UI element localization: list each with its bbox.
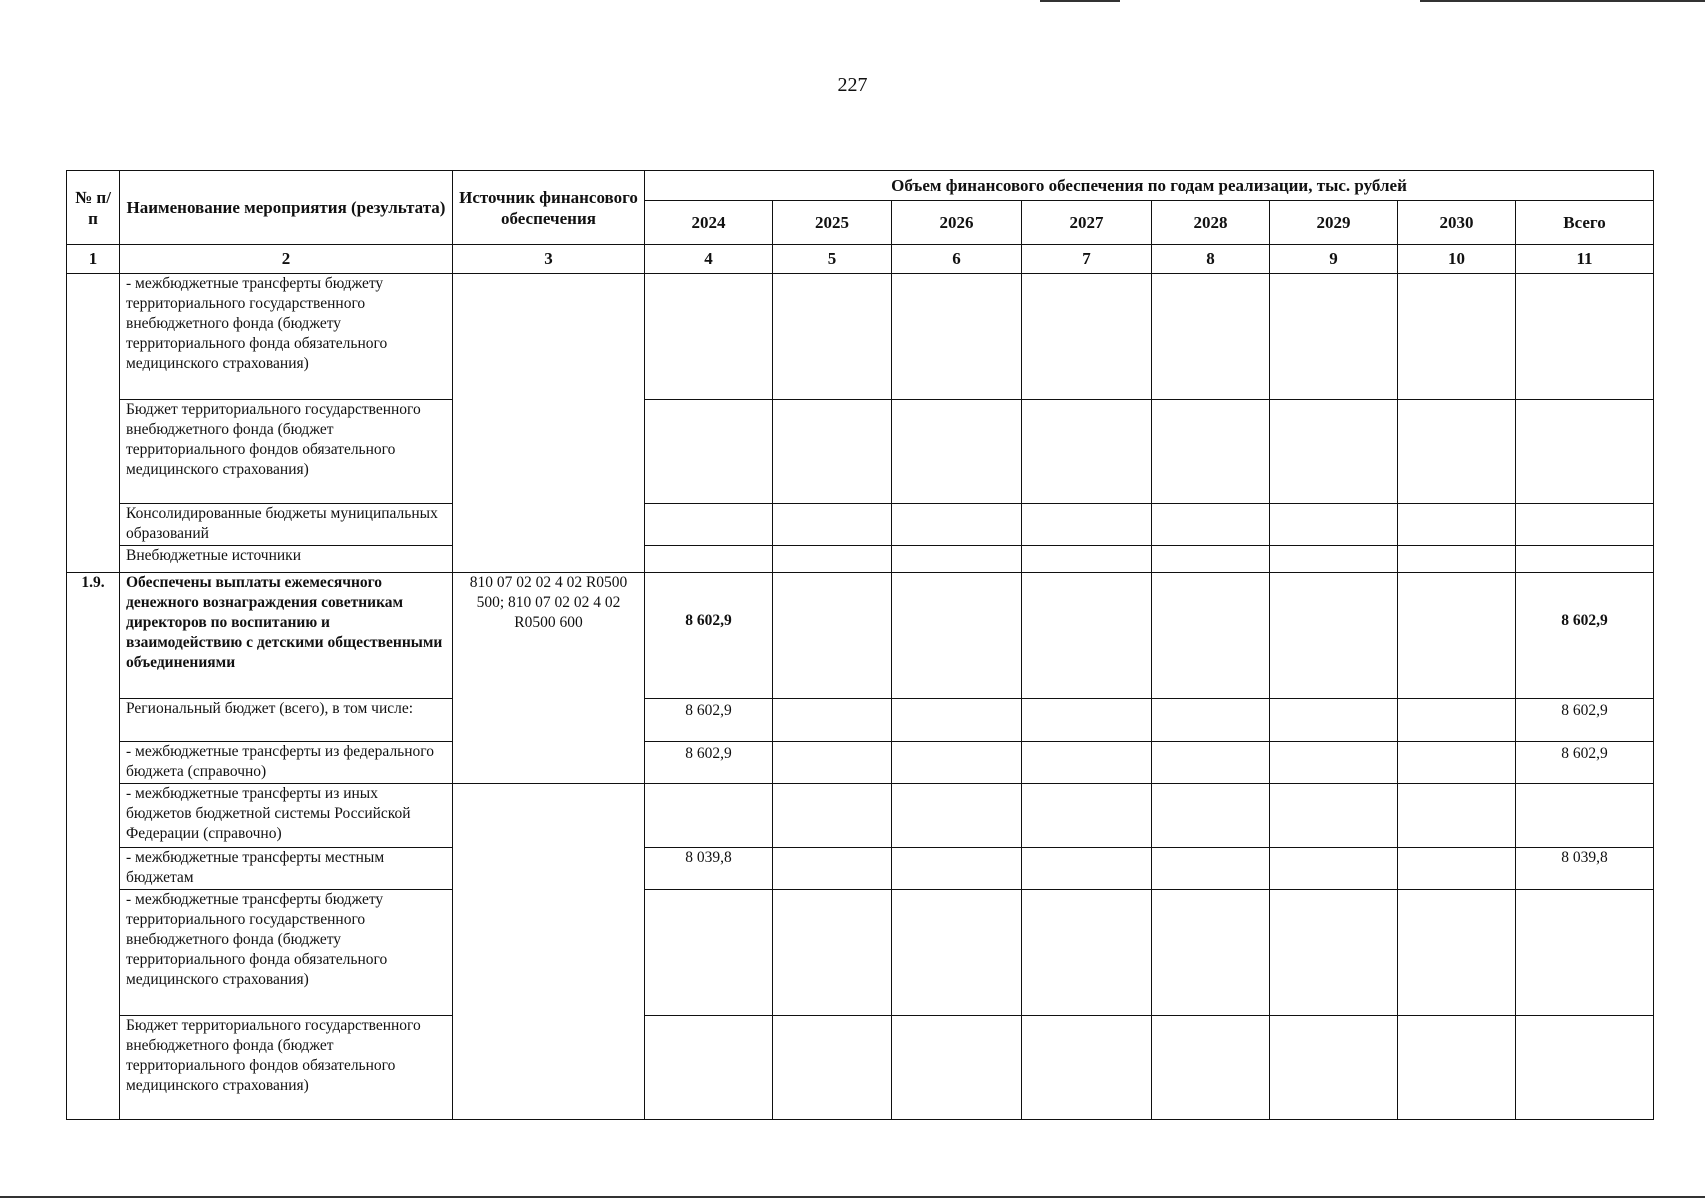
value-cell (892, 1016, 1022, 1120)
value-cell (1270, 742, 1398, 784)
value-cell (892, 400, 1022, 504)
value-cell (892, 848, 1022, 890)
row-name: Бюджет территориального государственного внебюджетного фонда (бюджет территориального фондов обязательного медицинского страхования) (120, 1016, 453, 1120)
value-cell (892, 890, 1022, 1016)
column-numbering-row (67, 245, 1654, 274)
row-name: Обеспечены выплаты ежемесячного денежного вознаграждения советникам директоров по воспитанию и взаимодействию с детскими общественными объединениями (120, 573, 453, 699)
value-cell (1152, 504, 1270, 546)
value-cell (1516, 504, 1654, 546)
header-col-source: Источник финансового обеспечения (453, 171, 645, 245)
value-cell (1152, 848, 1270, 890)
table-row (67, 784, 1654, 848)
header-col-name: Наименование мероприятия (результата) (120, 171, 453, 245)
header-year: 2027 (1022, 201, 1152, 245)
value-cell (1022, 848, 1152, 890)
value-cell (1022, 274, 1152, 400)
value-cell (1516, 1016, 1654, 1120)
value-cell (892, 504, 1022, 546)
column-number: 7 (1022, 245, 1152, 274)
value-cell (1398, 784, 1516, 848)
value-cell (1398, 742, 1516, 784)
row-name: - межбюджетные трансферты бюджету территориального государственного внебюджетного фонда (бюджету территориального фонда обязательного медицинского страхования) (120, 274, 453, 400)
value-cell (1516, 784, 1654, 848)
value-cell: 8 039,8 (645, 848, 773, 890)
value-cell (1398, 573, 1516, 699)
value-cell (1152, 546, 1270, 573)
row-name: - межбюджетные трансферты из иных бюджетов бюджетной системы Российской Федерации (справочно) (120, 784, 453, 848)
column-number: 1 (67, 245, 120, 274)
column-number: 9 (1270, 245, 1398, 274)
value-cell: 8 602,9 (1516, 699, 1654, 742)
value-cell (1398, 546, 1516, 573)
value-cell (1022, 546, 1152, 573)
value-cell (1270, 1016, 1398, 1120)
value-cell (645, 274, 773, 400)
column-number: 10 (1398, 245, 1516, 274)
value-cell (1398, 699, 1516, 742)
value-cell (1022, 784, 1152, 848)
value-cell (1022, 742, 1152, 784)
value-cell (1270, 848, 1398, 890)
header-col-no: № п/п (67, 171, 120, 245)
table-row (67, 848, 1654, 890)
row-source-empty (453, 274, 645, 573)
row-index-empty (67, 274, 120, 573)
value-cell (892, 742, 1022, 784)
value-cell (1270, 546, 1398, 573)
value-cell (1152, 1016, 1270, 1120)
value-cell (1152, 742, 1270, 784)
value-cell (1398, 1016, 1516, 1120)
column-number: 3 (453, 245, 645, 274)
header-year: 2025 (773, 201, 892, 245)
table-row (67, 573, 1654, 699)
header-year: 2026 (892, 201, 1022, 245)
value-cell (1398, 400, 1516, 504)
row-name: Региональный бюджет (всего), в том числе: (120, 699, 453, 742)
row-source: 810 07 02 02 4 02 R0500 500; 810 07 02 02 4 02 R0500 600 (453, 573, 645, 784)
value-cell (1022, 400, 1152, 504)
row-name: Бюджет территориального государственного внебюджетного фонда (бюджет территориального фондов обязательного медицинского страхования) (120, 400, 453, 504)
column-number: 11 (1516, 245, 1654, 274)
value-cell (645, 546, 773, 573)
value-cell (1152, 400, 1270, 504)
value-cell (1022, 504, 1152, 546)
value-cell (1270, 400, 1398, 504)
value-cell (1022, 1016, 1152, 1120)
column-number: 8 (1152, 245, 1270, 274)
value-cell (645, 890, 773, 1016)
row-index: 1.9. (67, 573, 120, 1120)
value-cell: 8 602,9 (645, 699, 773, 742)
value-cell (892, 274, 1022, 400)
value-cell (1398, 890, 1516, 1016)
value-cell (892, 699, 1022, 742)
row-name: - межбюджетные трансферты местным бюджетам (120, 848, 453, 890)
value-cell (773, 742, 892, 784)
value-cell (645, 400, 773, 504)
value-cell (1516, 546, 1654, 573)
value-cell (1270, 784, 1398, 848)
value-cell (773, 848, 892, 890)
value-cell (1516, 400, 1654, 504)
table-row (67, 742, 1654, 784)
value-cell (773, 784, 892, 848)
row-name: Консолидированные бюджеты муниципальных образований (120, 504, 453, 546)
table-row (67, 890, 1654, 1016)
financing-table (66, 170, 1654, 1120)
header-year: 2030 (1398, 201, 1516, 245)
value-cell (773, 699, 892, 742)
table-row (67, 699, 1654, 742)
value-cell (645, 1016, 773, 1120)
scan-edge-top-right (1420, 0, 1705, 2)
value-cell (1516, 274, 1654, 400)
value-cell (1270, 699, 1398, 742)
page-number: 227 (837, 74, 868, 96)
value-cell (773, 546, 892, 573)
value-cell (1270, 504, 1398, 546)
value-cell (1022, 573, 1152, 699)
value-cell (645, 784, 773, 848)
header-year: 2024 (645, 201, 773, 245)
value-cell (645, 504, 773, 546)
row-name: Внебюджетные источники (120, 546, 453, 573)
value-cell: 8 602,9 (1516, 742, 1654, 784)
value-cell: 8 602,9 (645, 742, 773, 784)
row-name: - межбюджетные трансферты из федерального бюджета (справочно) (120, 742, 453, 784)
column-number: 2 (120, 245, 453, 274)
value-cell (1270, 573, 1398, 699)
scan-edge-bottom (0, 1196, 1705, 1198)
column-number: 6 (892, 245, 1022, 274)
table-row (67, 504, 1654, 546)
column-number: 5 (773, 245, 892, 274)
value-cell (1152, 274, 1270, 400)
header-year: 2029 (1270, 201, 1398, 245)
value-cell (892, 784, 1022, 848)
value-cell (1152, 784, 1270, 848)
value-cell (892, 573, 1022, 699)
row-name: - межбюджетные трансферты бюджету территориального государственного внебюджетного фонда (бюджету территориального фонда обязательного медицинского страхования) (120, 890, 453, 1016)
value-cell (1270, 274, 1398, 400)
value-cell (773, 504, 892, 546)
value-cell (1022, 699, 1152, 742)
value-cell: 8 602,9 (645, 573, 773, 699)
value-cell (1152, 699, 1270, 742)
value-cell (773, 890, 892, 1016)
table-row (67, 1016, 1654, 1120)
table-row (67, 274, 1654, 400)
value-cell (1152, 573, 1270, 699)
value-cell (773, 1016, 892, 1120)
table-row (67, 400, 1654, 504)
value-cell: 8 039,8 (1516, 848, 1654, 890)
value-cell (1516, 890, 1654, 1016)
header-year: 2028 (1152, 201, 1270, 245)
value-cell (1152, 890, 1270, 1016)
value-cell (1270, 890, 1398, 1016)
value-cell (1398, 848, 1516, 890)
row-source-empty (453, 784, 645, 1120)
value-cell: 8 602,9 (1516, 573, 1654, 699)
value-cell (773, 400, 892, 504)
scan-edge-top (1040, 0, 1120, 2)
value-cell (773, 274, 892, 400)
header-col-volume: Объем финансового обеспечения по годам реализации, тыс. рублей (645, 171, 1654, 201)
header-total: Всего (1516, 201, 1654, 245)
column-number: 4 (645, 245, 773, 274)
value-cell (1398, 504, 1516, 546)
value-cell (1022, 890, 1152, 1016)
value-cell (1398, 274, 1516, 400)
value-cell (773, 573, 892, 699)
value-cell (892, 546, 1022, 573)
table-row (67, 546, 1654, 573)
